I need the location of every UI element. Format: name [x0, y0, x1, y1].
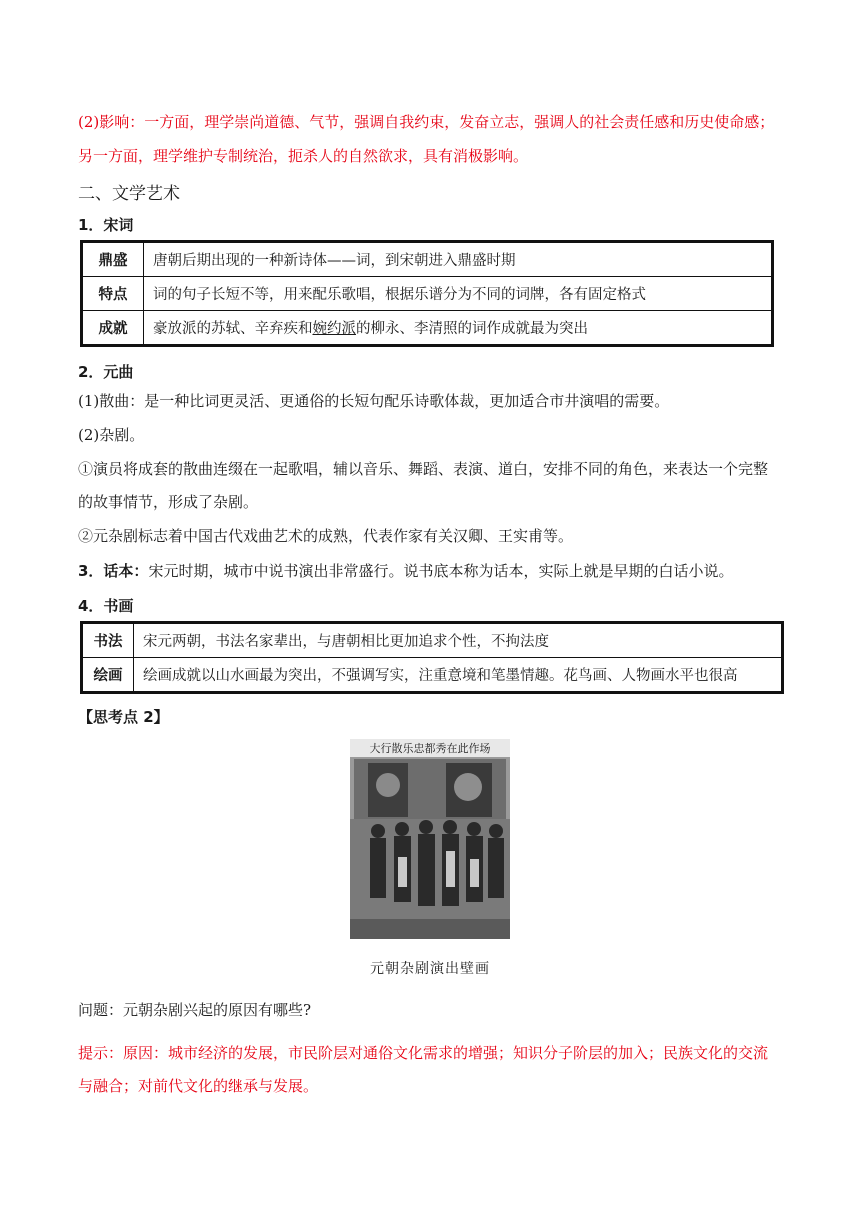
shuhua-value-painting: 绘画成就以山水画最为突出，不强调写实，注重意境和笔墨情趣。花鸟画、人物画水平也很高	[134, 658, 783, 693]
zaju-point1-line1: ①演员将成套的散曲连缀在一起歌唱，辅以音乐、舞蹈、表演、道白，安排不同的角色，来表达一个完整	[78, 460, 769, 478]
shuhua-key-calligraphy: 书法	[82, 623, 134, 658]
thinking-point-heading: 【思考点 2】	[78, 708, 169, 726]
mural-image	[350, 739, 510, 939]
mural-illustration	[350, 739, 510, 939]
influence-line-1: (2)影响：一方面，理学崇尚道德、气节，强调自我约束，发奋立志，强调人的社会责任感和历史使命感；	[78, 113, 775, 131]
table-row	[82, 623, 783, 658]
zaju-point1-line2: 的故事情节，形成了杂剧。	[78, 493, 259, 511]
yuanqu-heading: 2．元曲	[78, 363, 134, 381]
zaju-point2: ②元杂剧标志着中国古代戏曲艺术的成熟，代表作家有关汉卿、王实甫等。	[78, 527, 574, 545]
question-text: 问题：元朝杂剧兴起的原因有哪些?	[78, 1001, 312, 1019]
section-heading-literature-art: 二、文学艺术	[78, 184, 180, 204]
huaben-text: 宋元时期，城市中说书演出非常盛行。说书底本称为话本，实际上就是早期的白话小说。	[148, 562, 734, 580]
songci-value-tedian: 词的句子长短不等，用来配乐歌唱，根据乐谱分为不同的词牌，各有固定格式	[144, 277, 773, 311]
shuhua-key-painting: 绘画	[82, 658, 134, 693]
songci-key-dingsheng: 鼎盛	[82, 242, 144, 277]
songci-key-chengjiu: 成就	[82, 311, 144, 346]
wanyuepai-underlined: 婉约派	[312, 321, 356, 337]
table-row	[82, 242, 773, 277]
mural-caption: 元朝杂剧演出壁画	[370, 961, 490, 977]
songci-value-dingsheng: 唐朝后期出现的一种新诗体——词，到宋朝进入鼎盛时期	[144, 242, 773, 277]
huaben-label: 3．话本：	[78, 562, 149, 580]
shuhua-table	[80, 621, 784, 694]
songci-heading: 1．宋词	[78, 216, 134, 234]
huaben-paragraph	[78, 561, 788, 581]
table-row	[82, 277, 773, 311]
songci-table	[80, 240, 774, 347]
table-row	[82, 311, 773, 346]
chengjiu-text-before: 豪放派的苏轼、辛弃疾和	[153, 321, 313, 337]
table-row	[82, 658, 783, 693]
zaju-heading: (2)杂剧。	[78, 426, 145, 444]
sanqu-paragraph: (1)散曲：是一种比词更灵活、更通俗的长短句配乐诗歌体裁，更加适合市井演唱的需要。	[78, 392, 670, 410]
chengjiu-text-after: 的柳永、李清照的词作成就最为突出	[356, 321, 588, 337]
hint-line-1: 提示：原因：城市经济的发展，市民阶层对通俗文化需求的增强；知识分子阶层的加入；民族文化的交流	[78, 1044, 769, 1062]
songci-key-tedian: 特点	[82, 277, 144, 311]
mural-banner-text: 大行散乐忠都秀在此作场	[369, 742, 491, 755]
shuhua-heading: 4．书画	[78, 597, 134, 615]
shuhua-value-calligraphy: 宋元两朝，书法名家辈出，与唐朝相比更加追求个性，不拘法度	[134, 623, 783, 658]
influence-line-2: 另一方面，理学维护专制统治，扼杀人的自然欲求，具有消极影响。	[78, 147, 529, 165]
hint-line-2: 与融合；对前代文化的继承与发展。	[78, 1077, 319, 1095]
songci-value-chengjiu	[144, 311, 773, 346]
